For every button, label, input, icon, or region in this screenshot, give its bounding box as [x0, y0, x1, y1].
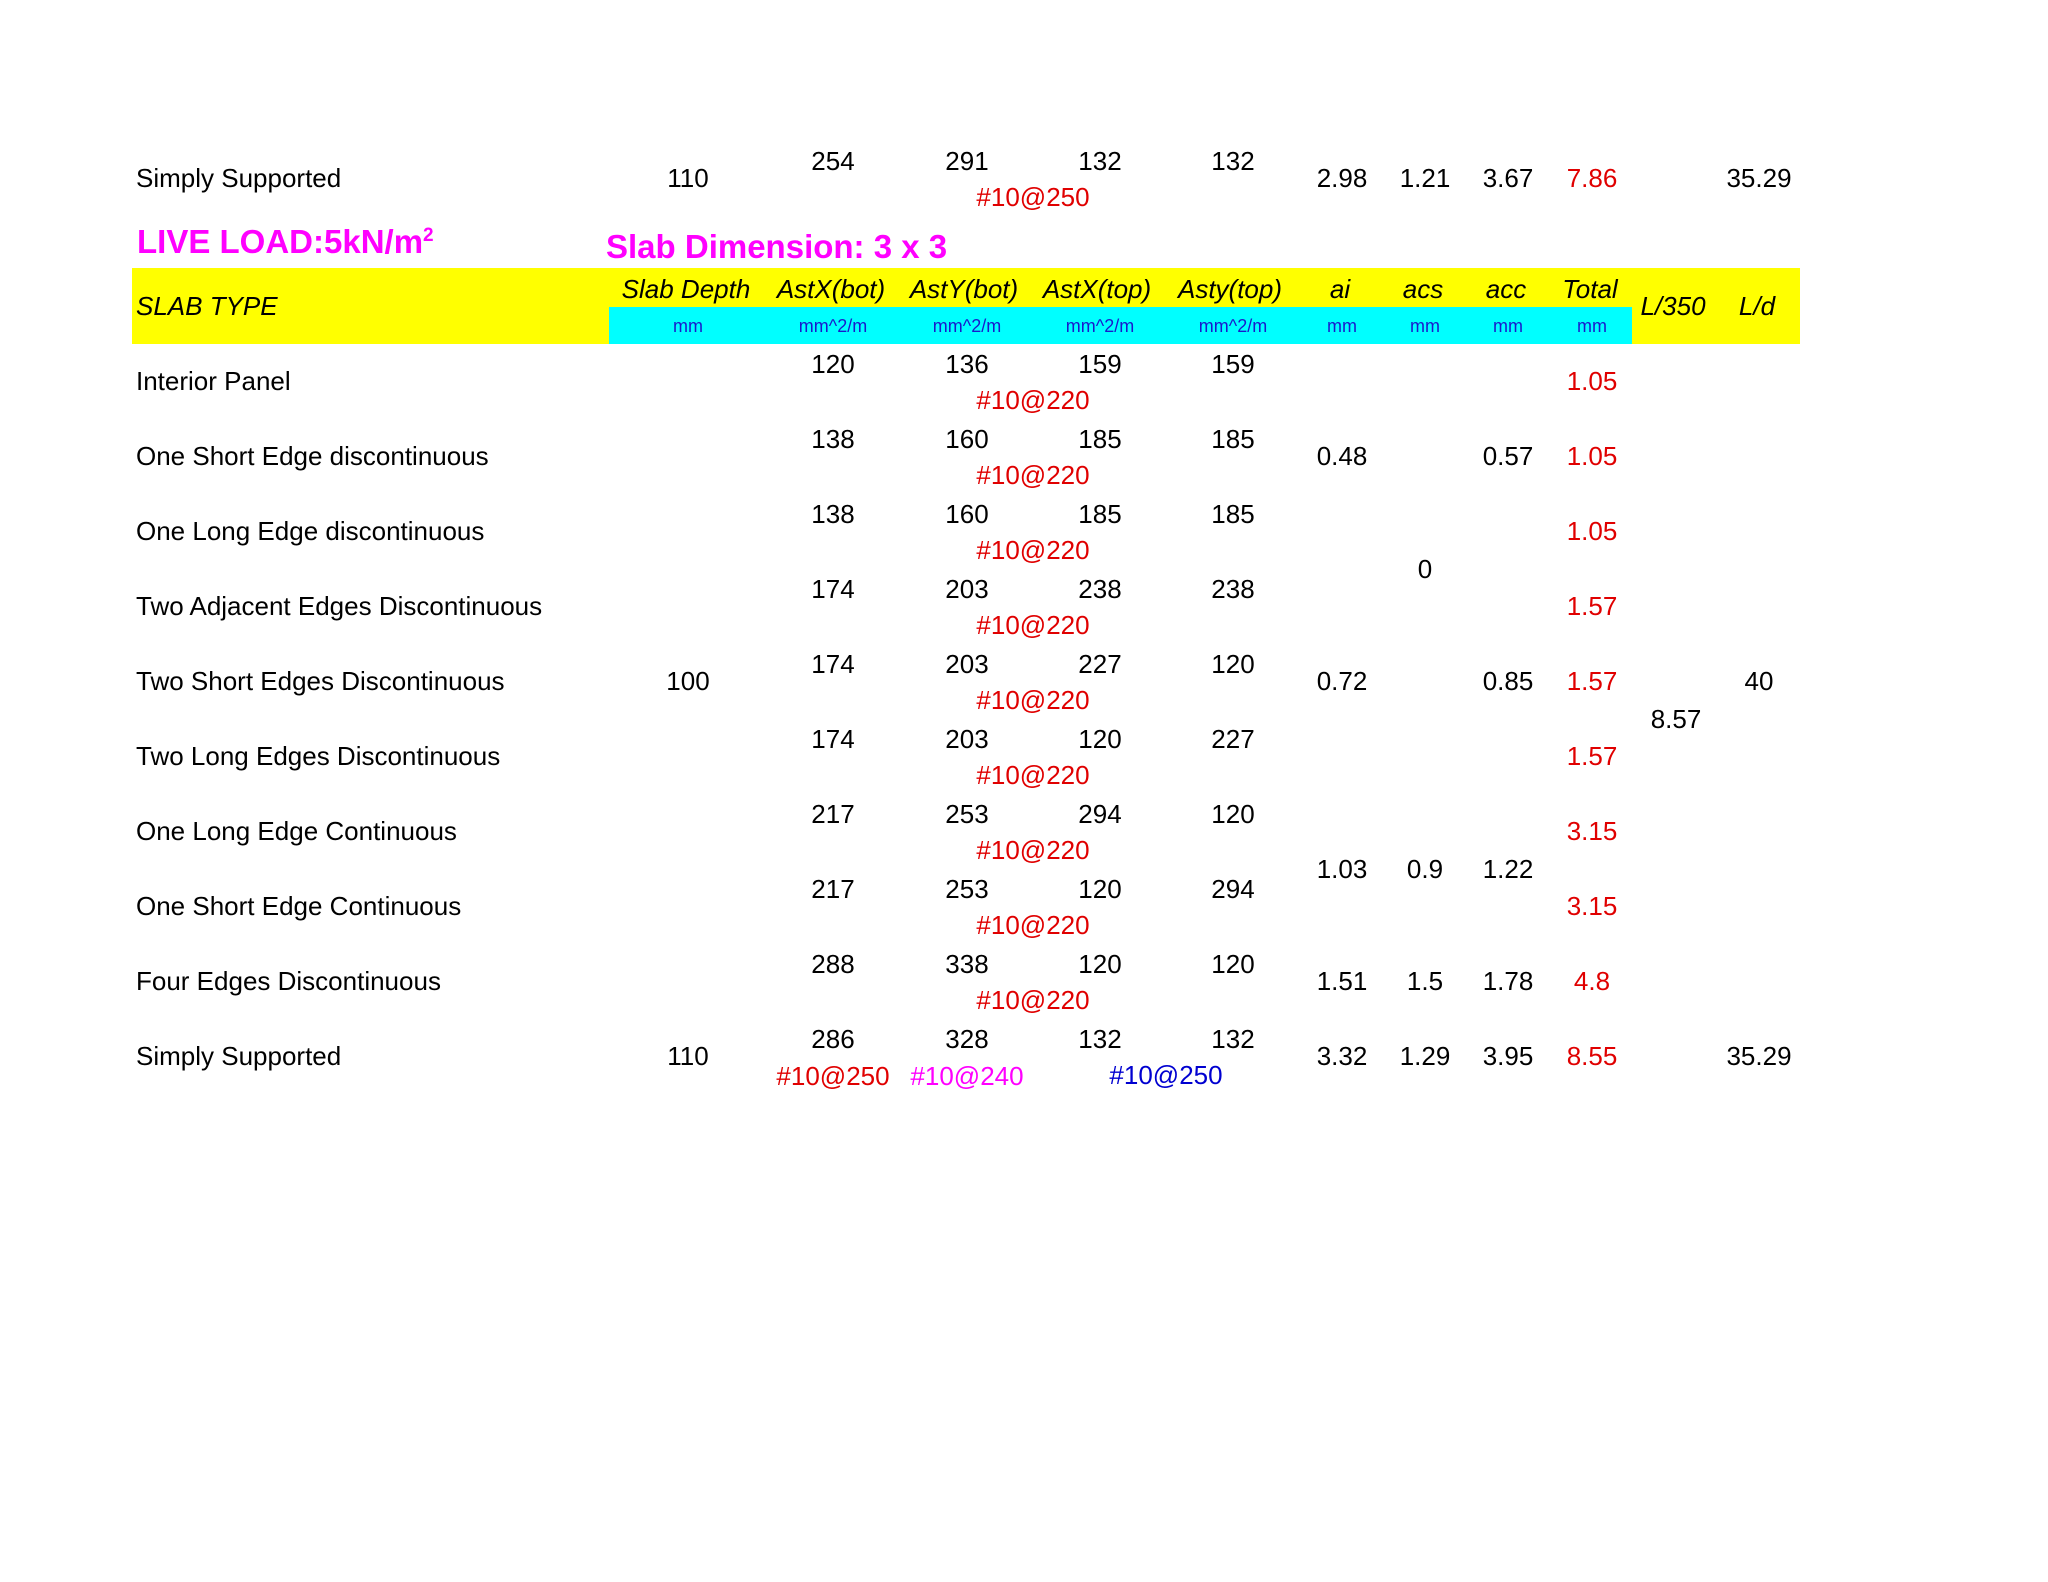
top-row-astx-top: 132 — [1078, 146, 1122, 176]
last-row-bar-y: #10@240 — [910, 1061, 1024, 1091]
top-row-asty-top: 132 — [1211, 146, 1255, 176]
row-bar-spacing: #10@220 — [976, 460, 1090, 490]
header-l350: L/350 — [1640, 291, 1706, 321]
top-row-acs: 1.21 — [1399, 163, 1451, 193]
unit-ai: mm — [1327, 316, 1357, 336]
row-total: 1.57 — [1566, 741, 1618, 771]
row-total: 3.15 — [1566, 816, 1618, 846]
row-total: 3.15 — [1566, 891, 1618, 921]
merged-l350-group: 8.57 — [1650, 704, 1702, 734]
unit-asty-top: mm^2/m — [1198, 316, 1268, 336]
row-asty-bot: 338 — [945, 949, 989, 979]
row-astx-bot: 174 — [811, 649, 855, 679]
row-astx-bot: 217 — [811, 799, 855, 829]
row-slab-type: Four Edges Discontinuous — [136, 966, 441, 996]
last-row-asty-bot: 328 — [945, 1024, 989, 1054]
merged-acc-group2: 0.85 — [1482, 666, 1534, 696]
row-slab-type: Two Short Edges Discontinuous — [136, 666, 505, 696]
row-asty-bot: 160 — [945, 499, 989, 529]
row-slab-type: One Short Edge discontinuous — [136, 441, 489, 471]
header-astx-bot: AstX(bot) — [776, 274, 886, 304]
last-row-slab-type: Simply Supported — [136, 1041, 342, 1071]
row-bar-spacing: #10@220 — [976, 535, 1090, 565]
unit-astx-top: mm^2/m — [1065, 316, 1135, 336]
merged-ai-group3: 1.03 — [1316, 854, 1368, 884]
row-asty-top: 294 — [1211, 874, 1255, 904]
last-row-depth: 110 — [667, 1041, 709, 1071]
row-total: 1.57 — [1566, 666, 1618, 696]
top-row-asty-bot: 291 — [945, 146, 989, 176]
last-row-bar-top: #10@250 — [1109, 1060, 1223, 1090]
unit-depth: mm — [673, 316, 703, 336]
row-bar-spacing: #10@220 — [976, 385, 1090, 415]
top-row-slab-type: Simply Supported — [136, 163, 342, 193]
row-astx-bot: 288 — [811, 949, 855, 979]
header-slab-type: SLAB TYPE — [136, 291, 278, 321]
header-ld: L/d — [1738, 291, 1776, 321]
last-row-asty-top: 132 — [1211, 1024, 1255, 1054]
row-asty-top: 238 — [1211, 574, 1255, 604]
last-row-ai: 3.32 — [1316, 1041, 1368, 1071]
last-row-astx-top: 132 — [1078, 1024, 1122, 1054]
row-astx-top: 185 — [1078, 424, 1122, 454]
row-total: 1.05 — [1566, 366, 1618, 396]
header-asty-top: Asty(top) — [1177, 274, 1283, 304]
row-slab-type: Interior Panel — [136, 366, 291, 396]
row-astx-bot: 138 — [811, 499, 855, 529]
row-astx-top: 159 — [1078, 349, 1122, 379]
row-asty-bot: 203 — [945, 649, 989, 679]
row-total: 1.05 — [1566, 516, 1618, 546]
merged-ld-group: 40 — [1744, 666, 1774, 696]
last-row-acc: 3.95 — [1482, 1041, 1534, 1071]
row-asty-bot: 253 — [945, 799, 989, 829]
merged-acc-group1: 0.57 — [1482, 441, 1534, 471]
merged-acs-group1: 0 — [1417, 554, 1433, 584]
row-asty-top: 227 — [1211, 724, 1255, 754]
last-row-ld: 35.29 — [1726, 1041, 1792, 1071]
row-slab-type: Two Long Edges Discontinuous — [136, 741, 501, 771]
top-row-ld: 35.29 — [1726, 163, 1792, 193]
row-slab-type: One Short Edge Continuous — [136, 891, 462, 921]
row-bar-spacing: #10@220 — [976, 835, 1090, 865]
live-load-title: LIVE $LOAD:5kN/m^2$ — [137, 223, 434, 260]
last-row-astx-bot: 286 — [811, 1024, 855, 1054]
header-acc: acc — [1485, 274, 1527, 304]
four-edges-acs: 1.5 — [1406, 966, 1444, 996]
row-asty-bot: 136 — [945, 349, 989, 379]
row-slab-type: Two Adjacent Edges Discontinuous — [136, 591, 543, 621]
merged-acc-group3: 1.22 — [1482, 854, 1534, 884]
row-astx-bot: 217 — [811, 874, 855, 904]
row-asty-top: 159 — [1211, 349, 1255, 379]
row-total: 4.8 — [1573, 966, 1611, 996]
merged-ai-group1: 0.48 — [1316, 441, 1368, 471]
row-asty-top: 120 — [1211, 649, 1255, 679]
merged-acs-group3: 0.9 — [1406, 854, 1444, 884]
row-asty-top: 185 — [1211, 424, 1255, 454]
row-astx-bot: 120 — [811, 349, 855, 379]
unit-acc: mm — [1493, 316, 1523, 336]
row-asty-bot: 203 — [945, 724, 989, 754]
top-row-depth: 110 — [667, 163, 709, 193]
row-asty-top: 185 — [1211, 499, 1255, 529]
header-acs: acs — [1402, 274, 1444, 304]
unit-acs: mm — [1410, 316, 1440, 336]
header-slab-depth: Slab Depth — [621, 274, 751, 304]
row-total: 1.05 — [1566, 441, 1618, 471]
row-asty-top: 120 — [1211, 799, 1255, 829]
row-total: 1.57 — [1566, 591, 1618, 621]
four-edges-acc: 1.78 — [1482, 966, 1534, 996]
four-edges-ai: 1.51 — [1316, 966, 1368, 996]
row-asty-bot: 203 — [945, 574, 989, 604]
last-row-bar-x: #10@250 — [776, 1061, 890, 1091]
header-total: Total — [1562, 274, 1618, 304]
unit-asty-bot: mm^2/m — [932, 316, 1002, 336]
header-ai: ai — [1329, 274, 1351, 304]
row-bar-spacing: #10@220 — [976, 760, 1090, 790]
top-row-bar-spacing: #10@250 — [976, 182, 1090, 212]
top-row-acc: 3.67 — [1482, 163, 1534, 193]
unit-astx-bot: mm^2/m — [798, 316, 868, 336]
row-astx-top: 294 — [1078, 799, 1122, 829]
merged-ai-group2: 0.72 — [1316, 666, 1368, 696]
header-asty-bot: AstY(bot) — [909, 274, 1019, 304]
row-asty-bot: 160 — [945, 424, 989, 454]
row-asty-bot: 253 — [945, 874, 989, 904]
top-row-astx-bot: 254 — [811, 146, 855, 176]
row-bar-spacing: #10@220 — [976, 610, 1090, 640]
row-astx-top: 120 — [1078, 949, 1122, 979]
row-bar-spacing: #10@220 — [976, 910, 1090, 940]
row-astx-top: 227 — [1078, 649, 1122, 679]
row-bar-spacing: #10@220 — [976, 685, 1090, 715]
row-astx-top: 238 — [1078, 574, 1122, 604]
row-astx-top: 120 — [1078, 724, 1122, 754]
slab-dimension-title: Slab Dimension: 3 x 3 — [606, 228, 948, 265]
last-row-total: 8.55 — [1566, 1041, 1618, 1071]
row-slab-type: One Long Edge discontinuous — [136, 516, 485, 546]
last-row-acs: 1.29 — [1399, 1041, 1451, 1071]
row-bar-spacing: #10@220 — [976, 985, 1090, 1015]
row-astx-bot: 174 — [811, 724, 855, 754]
top-row-total: 7.86 — [1566, 163, 1618, 193]
row-astx-top: 185 — [1078, 499, 1122, 529]
top-row-ai: 2.98 — [1316, 163, 1368, 193]
unit-total: mm — [1577, 316, 1607, 336]
row-asty-top: 120 — [1211, 949, 1255, 979]
row-slab-type: One Long Edge Continuous — [136, 816, 457, 846]
row-astx-top: 120 — [1078, 874, 1122, 904]
header-astx-top: AstX(top) — [1042, 274, 1152, 304]
merged-depth-group: 100 — [666, 666, 710, 696]
row-astx-bot: 138 — [811, 424, 855, 454]
row-astx-bot: 174 — [811, 574, 855, 604]
